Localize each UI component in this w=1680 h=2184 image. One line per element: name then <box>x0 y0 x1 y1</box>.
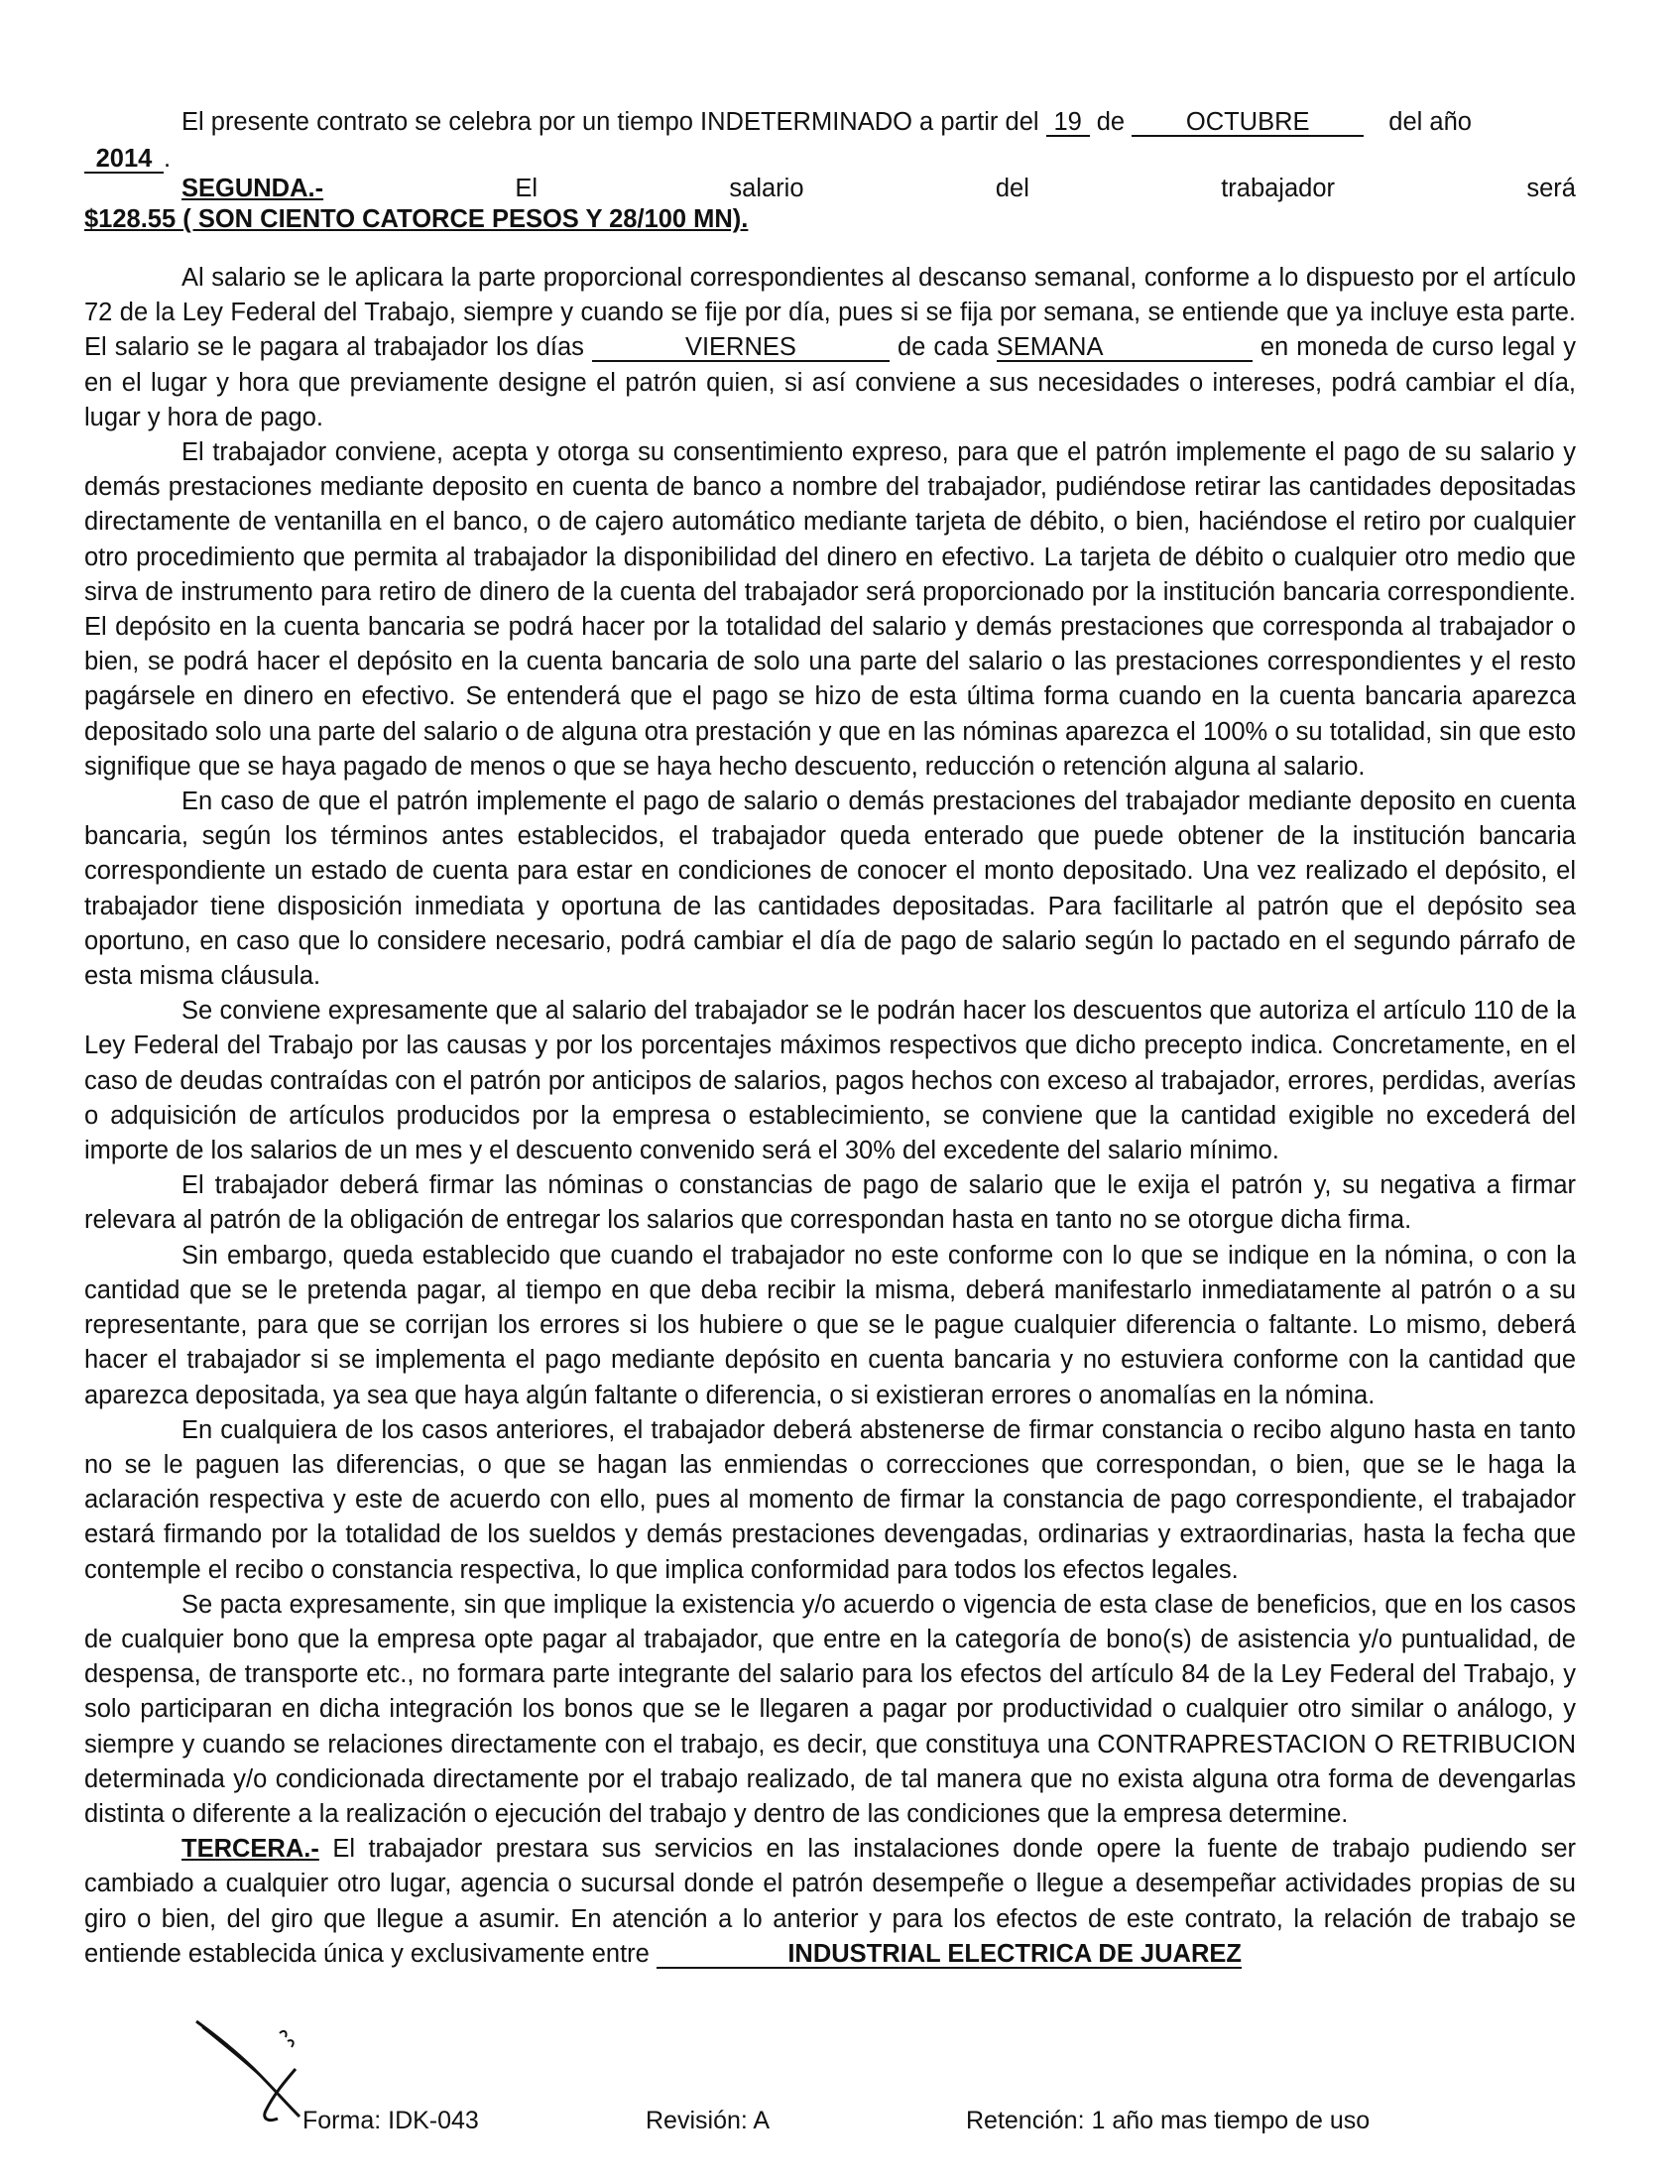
paragraph-abstenerse: En cualquiera de los casos anteriores, el trabajador deberá abstenerse de firmar constancia o recibo alguno hasta en tanto no se le paguen las diferencias, o que se hagan las enmiendas o correcciones que correspondan, o bien, que se le haga la aclaración respectiva y este de acuerdo con ello, pues al momento de firmar la constancia de pago correspondiente, el trabajador estará firmando por la totalidad de los sueldos y demás prestaciones devengadas, ordinarias y extraordinarias, hasta la fecha que contemple el recibo o constancia respectiva, lo que implica conformidad para todos los efectos legales. <box>84 1415 1576 1584</box>
segunda-word: será <box>1526 175 1576 202</box>
segunda-word: salario <box>729 175 804 202</box>
paragraph-deposito: El trabajador conviene, acepta y otorga su consentimiento expreso, para que el patrón implemente el pago de su salario y demás prestaciones mediante deposito en cuenta de banco a nombre del trabajador, pudiéndose retirar las cantidades depositadas directamente de ventanilla en el banco, o de cajero automático mediante tarjeta de débito, o bien, haciéndose el retiro por cualquier otro procedimiento que permita al trabajador la disponibilidad del dinero en efectivo. La tarjeta de débito o cualquier otro medio que sirva de instrumento para retiro de dinero de la cuenta del trabajador será proporcionado por la institución bancaria correspondiente. El depósito en la cuenta bancaria se podrá hacer por la totalidad del salario y demás prestaciones que corresponda al trabajador o bien, se podrá hacer el depósito en la cuenta bancaria de solo una parte del salario o las prestaciones correspondientes y el resto pagársele en dinero en efectivo. Se entenderá que el pago se hizo de esta última forma cuando en la cuenta bancaria aparezca depositado solo una parte del salario o de alguna otra prestación y que en las nóminas aparezca el 100% o su totalidad, sin que esto signifique que se haya pagado de menos o que se haya hecho descuento, reducción o retención alguna al salario. <box>84 438 1576 781</box>
intro-del-anio: del año <box>1388 108 1472 136</box>
intro-line <box>181 105 1472 139</box>
segunda-label: SEGUNDA.- <box>181 175 324 202</box>
pay-day: VIERNES <box>592 334 890 362</box>
retention: Retención: 1 año mas tiempo de uso <box>966 2107 1371 2134</box>
segunda-word: del <box>995 175 1029 202</box>
paragraph-descuentos: Se conviene expresamente que al salario del trabajador se le podrán hacer los descuentos que autoriza el artículo 110 de la Ley Federal del Trabajo por las causas y por los porcentajes máximos respectivos que dicho precepto indica. Concretamente, en el caso de deudas contraídas con el patrón por anticipos de salarios, pagos hechos con exceso al trabajador, errores, perdidas, averías o adquisición de artículos producidos por la empresa o establecimiento, se conviene que la cantidad exigible no excederá del importe de los salarios de un mes y el descuento convenido será el 30% del excedente del salario mínimo. <box>84 997 1576 1165</box>
p1-text-b: de cada <box>898 333 989 362</box>
segunda-line <box>181 172 1576 205</box>
paragraph-bonos: Se pacta expresamente, sin que implique la existencia y/o acuerdo o vigencia de esta clase de beneficios, que en los casos de cualquier bono que la empresa opte pagar al trabajador, que entre en la categoría de bono(s) de asistencia y/o puntualidad, de despensa, de transporte etc., no formara parte integrante del salario para los efectos del artículo 84 de la Ley Federal del Trabajo, y solo participaran en dicha integración los bonos que se le llegaren a pagar por productividad o cualquier otro similar o análogo, y siempre y cuando se relaciones directamente con el trabajo, es decir, que constituya una CONTRAPRESTACION O RETRIBUCION determinada y/o condicionada directamente por el trabajo realizado, de tal manera que no exista alguna otra forma de devengarlas distinta o diferente a la realización o ejecución del trabajo y dentro de las condiciones que la empresa determine. <box>84 1590 1576 1828</box>
revision: Revisión: A <box>646 2107 771 2134</box>
paragraph-descanso <box>84 261 1576 435</box>
start-year: 2014 <box>84 146 164 174</box>
paragraph-inconformidad: Sin embargo, queda establecido que cuando el trabajador no este conforme con lo que se indique en la nómina, o con la cantidad que se le pretenda pagar, al tiempo en que deba recibir la misma, deberá manifestarlo inmediatamente al patrón o a su representante, para que se corrijan los errores si los hubiere o que se le pague cualquier diferencia o faltante. Lo mismo, deberá hacer el trabajador si se implementa el pago mediante depósito en cuenta bancaria y no estuviera conforme con la cantidad que aparezca depositada, ya sea que haya algún faltante o diferencia, o si existieran errores o anomalías en la nómina. <box>84 1241 1576 1409</box>
company-name: INDUSTRIAL ELECTRICA DE JUAREZ <box>657 1941 1242 1969</box>
segunda-word: trabajador <box>1221 175 1336 202</box>
start-day: 19 <box>1046 109 1090 137</box>
intro-text: El presente contrato se celebra por un tiempo INDETERMINADO a partir del <box>181 108 1039 136</box>
intro-year-line <box>84 142 171 176</box>
paragraph-tercera <box>84 1832 1576 1972</box>
paragraph-estado-cuenta: En caso de que el patrón implemente el pago de salario o demás prestaciones del trabajador mediante deposito en cuenta bancaria, según los términos antes establecidos, el trabajador queda enterado que puede obtener de la institución bancaria correspondiente un estado de cuenta para estar en condiciones de conocer el monto depositado. Una vez realizado el depósito, el trabajador tiene disposición inmediata y oportuna de las cantidades depositadas. Para facilitarle al patrón que el depósito sea oportuno, en caso que lo considere necesario, podrá cambiar el día de pago de salario según lo pactado en el segundo párrafo de esta misma cláusula. <box>84 788 1576 991</box>
salary-amount: $128.55 ( SON CIENTO CATORCE PESOS Y 28/100 MN). <box>84 205 749 233</box>
paragraph-firma-nominas: El trabajador deberá firmar las nóminas o constancias de pago de salario que le exija el patrón y, su negativa a firmar relevara al patrón de la obligación de entregar los salarios que correspondan hasta en tanto no se otorgue dicha firma. <box>84 1171 1576 1235</box>
contract-body <box>84 261 1576 1972</box>
p1-text-a: Al salario se le aplicara la parte proporcional correspondientes al descanso semanal, conforme a lo dispuesto por el artículo 72 de la Ley Federal del Trabajo, siempre y cuando se fije por día, pues si se fija por semana, se entiende que ya incluye esta parte. El salario se le pagara al trabajador los días <box>84 264 1576 362</box>
start-month: OCTUBRE <box>1132 109 1364 137</box>
segunda-word: El <box>515 175 539 202</box>
form-code: Forma: IDK-043 <box>302 2107 479 2134</box>
intro-de: de <box>1096 108 1126 136</box>
p1-text-c: en moneda de curso legal y en el lugar y hora que previamente designe el patrón quien, si así conviene a sus necesidades o intereses, podrá cambiar el día, lugar y hora de pago. <box>84 333 1576 431</box>
tercera-text: El trabajador prestara sus servicios en las instalaciones donde opere la fuente de trabajo pudiendo ser cambiado a cualquier otro lugar, agencia o sucursal donde el patrón desempeñe o llegue a desempeñar actividades propias de su giro o bien, del giro que llegue a asumir. En atención a lo anterior y para los efectos de este contrato, la relación de trabajo se entiende establecida única y exclusivamente entre <box>84 1835 1576 1968</box>
pay-period: SEMANA <box>997 334 1253 362</box>
year-period: . <box>164 145 172 173</box>
tercera-label: TERCERA.- <box>181 1835 319 1864</box>
